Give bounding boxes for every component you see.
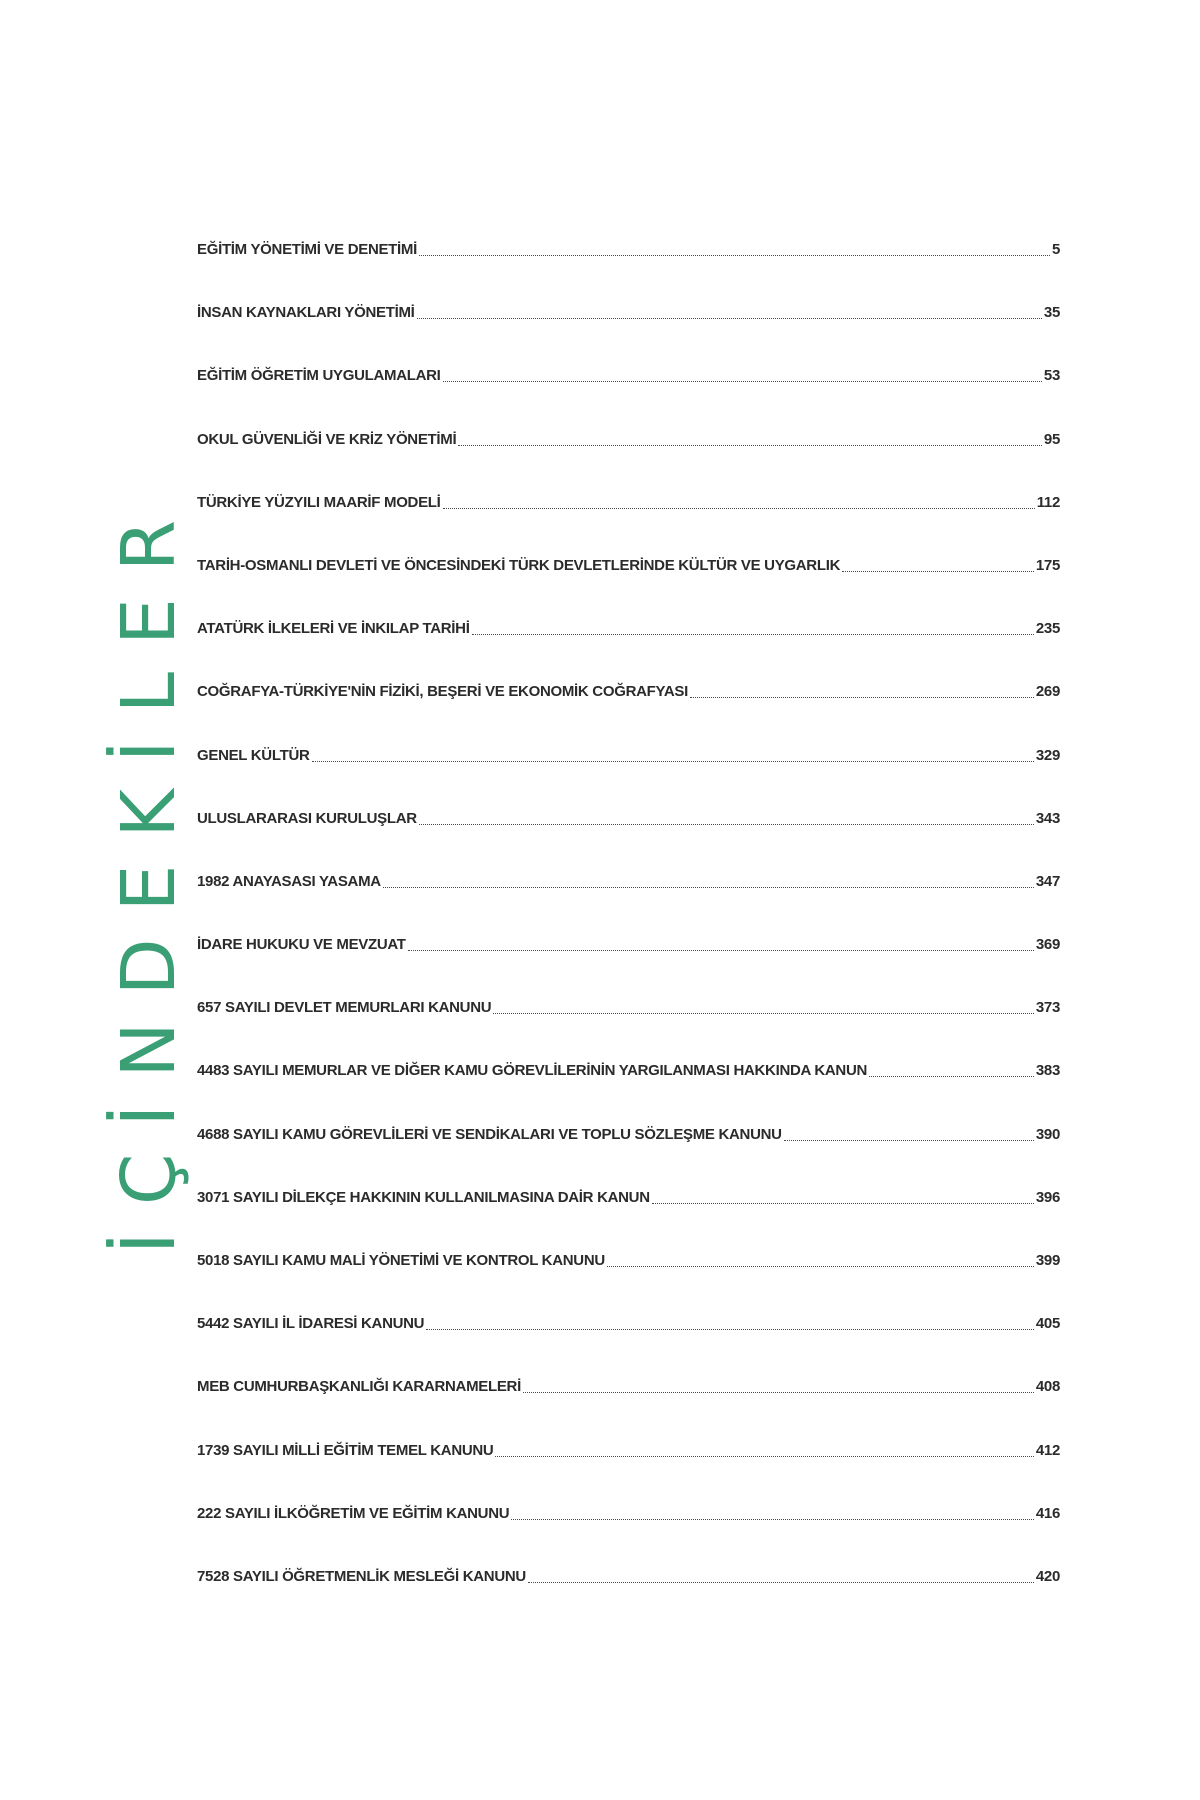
dot-leader: [417, 303, 1042, 319]
toc-entry-page: 390: [1035, 1125, 1060, 1143]
toc-entry[interactable]: [197, 303, 1060, 366]
toc-entry-title: COĞRAFYA-TÜRKİYE'NİN FİZİKİ, BEŞERİ VE EKONOMİK COĞRAFYASI: [197, 683, 688, 701]
toc-entry-page: 112: [1036, 493, 1060, 511]
toc-entry[interactable]: [197, 366, 1060, 429]
toc-entry-page: 399: [1035, 1252, 1060, 1269]
toc-entry-title: 1739 SAYILI MİLLİ EĞİTİM TEMEL KANUNU: [197, 1441, 494, 1459]
toc-entry-page: 269: [1035, 683, 1060, 701]
toc-entry-title: OKUL GÜVENLİĞİ VE KRİZ YÖNETİMİ: [197, 430, 457, 448]
dot-leader: [408, 935, 1034, 951]
toc-entry-title: ULUSLARARASI KURULUŞLAR: [197, 809, 417, 827]
toc-entry-title: İDARE HUKUKU VE MEVZUAT: [197, 936, 406, 954]
toc-entry-page: 420: [1035, 1567, 1060, 1585]
toc-entry-page: 416: [1035, 1504, 1060, 1522]
toc-entry-title: 1982 ANAYASASI YASAMA: [197, 872, 381, 890]
toc-entry[interactable]: [197, 809, 1060, 872]
toc-entry-title: GENEL KÜLTÜR: [197, 746, 310, 764]
toc-entry-title: 5018 SAYILI KAMU MALİ YÖNETİMİ VE KONTROL KANUNU: [197, 1252, 605, 1269]
toc-entry[interactable]: [197, 430, 1060, 493]
dot-leader: [652, 1188, 1034, 1204]
toc-entry-page: 369: [1035, 936, 1060, 954]
toc-entry-page: 412: [1035, 1441, 1060, 1459]
dot-leader: [458, 430, 1042, 446]
toc-entry-page: 235: [1035, 620, 1060, 638]
table-of-contents: [197, 240, 1060, 1630]
toc-entry[interactable]: [197, 1061, 1060, 1124]
dot-leader: [443, 366, 1042, 382]
toc-entry[interactable]: [197, 240, 1060, 303]
toc-entry-page: 95: [1043, 430, 1060, 448]
toc-entry-title: MEB CUMHURBAŞKANLIĞI KARARNAMELERİ: [197, 1378, 521, 1396]
toc-entry[interactable]: [197, 1125, 1060, 1188]
toc-entry[interactable]: [197, 872, 1060, 935]
toc-entry-page: 405: [1035, 1315, 1060, 1333]
toc-entry-title: 3071 SAYILI DİLEKÇE HAKKININ KULLANILMASINA DAİR KANUN: [197, 1188, 650, 1206]
dot-leader: [495, 1441, 1033, 1457]
dot-leader: [842, 556, 1034, 572]
toc-entry-page: 35: [1043, 304, 1060, 322]
toc-entry-page: 53: [1043, 367, 1060, 385]
toc-entry[interactable]: [197, 1188, 1060, 1251]
toc-entry-title: 4483 SAYILI MEMURLAR VE DİĞER KAMU GÖREVLİLERİNİN YARGILANMASI HAKKINDA KANUN: [197, 1062, 868, 1080]
toc-entry[interactable]: [197, 682, 1060, 745]
toc-entry-title: TÜRKİYE YÜZYILI MAARİF MODELİ: [197, 493, 441, 511]
page-title: İÇİNDEKİLER: [106, 492, 192, 1254]
toc-entry-title: 222 SAYILI İLKÖĞRETİM VE EĞİTİM KANUNU: [197, 1504, 510, 1522]
toc-entry[interactable]: [197, 998, 1060, 1061]
toc-entry[interactable]: [197, 1504, 1060, 1567]
toc-entry[interactable]: [197, 746, 1060, 809]
toc-entry[interactable]: [197, 1314, 1060, 1377]
dot-leader: [443, 493, 1035, 509]
dot-leader: [784, 1125, 1034, 1141]
toc-entry-page: 175: [1035, 556, 1060, 574]
dot-leader: [523, 1377, 1034, 1393]
dot-leader: [493, 998, 1034, 1014]
toc-entry-page: 347: [1035, 872, 1060, 890]
toc-entry[interactable]: [197, 935, 1060, 998]
toc-entry-title: 657 SAYILI DEVLET MEMURLARI KANUNU: [197, 999, 492, 1017]
dot-leader: [690, 682, 1034, 698]
toc-entry-title: EĞİTİM YÖNETİMİ VE DENETİMİ: [197, 241, 417, 258]
toc-entry-page: 329: [1035, 746, 1060, 764]
toc-entry[interactable]: [197, 619, 1060, 682]
toc-entry[interactable]: [197, 1251, 1060, 1314]
toc-entry-title: İNSAN KAYNAKLARI YÖNETİMİ: [197, 304, 415, 322]
toc-entry-title: 5442 SAYILI İL İDARESİ KANUNU: [197, 1315, 425, 1333]
toc-entry[interactable]: [197, 493, 1060, 556]
toc-entry-title: 7528 SAYILI ÖĞRETMENLİK MESLEĞİ KANUNU: [197, 1567, 526, 1585]
dot-leader: [419, 240, 1050, 256]
toc-entry[interactable]: [197, 1377, 1060, 1440]
toc-entry-page: 396: [1035, 1188, 1060, 1206]
toc-entry-title: 4688 SAYILI KAMU GÖREVLİLERİ VE SENDİKALARI VE TOPLU SÖZLEŞME KANUNU: [197, 1125, 782, 1143]
toc-entry-page: 343: [1035, 809, 1060, 827]
toc-entry-title: ATATÜRK İLKELERİ VE İNKILAP TARİHİ: [197, 620, 470, 638]
dot-leader: [472, 619, 1034, 635]
dot-leader: [426, 1314, 1034, 1330]
toc-entry-page: 373: [1035, 999, 1060, 1017]
toc-entry-page: 383: [1035, 1062, 1060, 1080]
toc-entry-title: TARİH-OSMANLI DEVLETİ VE ÖNCESİNDEKİ TÜRK DEVLETLERİNDE KÜLTÜR VE UYGARLIK: [197, 556, 841, 574]
toc-entry[interactable]: [197, 1567, 1060, 1630]
toc-entry[interactable]: [197, 1441, 1060, 1504]
toc-entry-page: 5: [1051, 241, 1060, 258]
dot-leader: [869, 1061, 1034, 1077]
toc-entry-title: EĞİTİM ÖĞRETİM UYGULAMALARI: [197, 367, 441, 385]
dot-leader: [528, 1567, 1034, 1583]
dot-leader: [511, 1504, 1034, 1520]
toc-entry[interactable]: [197, 556, 1060, 619]
dot-leader: [419, 809, 1034, 825]
dot-leader: [312, 746, 1034, 762]
toc-entry-page: 408: [1035, 1378, 1060, 1396]
dot-leader: [383, 872, 1034, 888]
dot-leader: [607, 1251, 1034, 1267]
